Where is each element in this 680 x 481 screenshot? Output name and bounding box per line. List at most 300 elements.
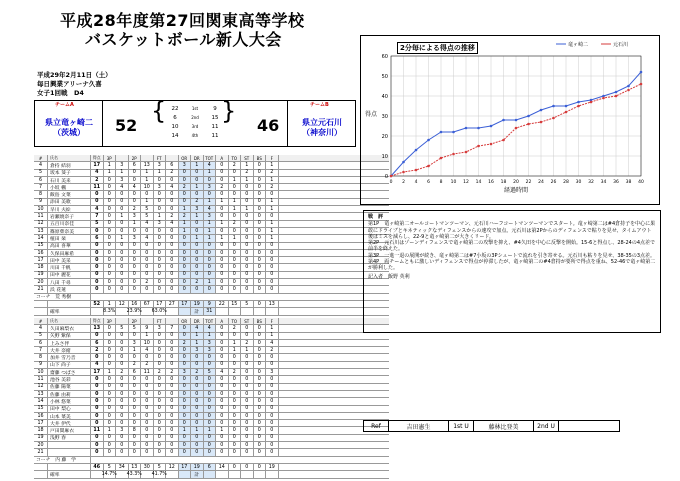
data-point xyxy=(477,127,480,130)
stat-cell: 0 xyxy=(229,464,242,470)
ref-label: Ref xyxy=(364,421,389,431)
stat-cell: 0 xyxy=(191,435,204,441)
stat-cell xyxy=(34,471,48,477)
stat-cell: 0 xyxy=(116,264,129,270)
stat-cell: 0 xyxy=(254,184,267,190)
review-author: 記入者 飯野 英利 xyxy=(368,273,410,280)
stat-cell: 1 xyxy=(204,235,217,241)
stat-cell: 坂本 葵子 xyxy=(48,170,91,176)
stat-cell: 0 xyxy=(129,442,142,448)
stat-cell: 13 xyxy=(91,325,104,331)
stat-cell: 0 xyxy=(254,272,267,278)
stat-cell: 0 xyxy=(266,384,279,390)
player-row xyxy=(34,406,389,413)
stat-cell: 3 xyxy=(204,347,217,353)
stat-cell: 0 xyxy=(204,177,217,183)
stat-cell: 34 xyxy=(116,464,129,470)
stat-cell: 0 xyxy=(116,228,129,234)
x-tick-label: 18 xyxy=(500,180,507,185)
y-axis-label: 得点 xyxy=(364,111,378,118)
stat-cell: 0 xyxy=(179,376,192,382)
stat-cell: 0 xyxy=(229,442,242,448)
stat-cell xyxy=(34,301,48,307)
data-point xyxy=(565,111,568,114)
stat-cell: 0 xyxy=(191,272,204,278)
stat-cell: 0 xyxy=(229,264,242,270)
stat-cell: 浅野 春 xyxy=(48,435,91,441)
stat-cell: 0 xyxy=(191,391,204,397)
stat-cell: 0 xyxy=(141,250,154,256)
stat-cell: 0 xyxy=(154,243,167,249)
stat-cell: 0 xyxy=(229,228,242,234)
game-review xyxy=(363,210,661,333)
stat-cell: 0 xyxy=(141,398,154,404)
stat-cell: 1 xyxy=(116,213,129,219)
stat-cell: 0 xyxy=(116,442,129,448)
stat-cell: 0 xyxy=(91,391,104,397)
stat-cell: 0 xyxy=(254,420,267,426)
stat-cell: 0 xyxy=(216,243,229,249)
stat-cell: 0 xyxy=(104,362,117,368)
stat-cell: 17 xyxy=(179,464,192,470)
stat-cell: 0 xyxy=(104,333,117,339)
x-tick-label: 24 xyxy=(538,180,544,185)
stat-cell: 22 xyxy=(216,301,229,307)
stat-cell: 10 xyxy=(141,340,154,346)
stat-cell: 1 xyxy=(266,325,279,331)
stat-cell: 0 xyxy=(91,191,104,197)
stat-cell: 18 xyxy=(34,264,48,270)
stat-cell: 0 xyxy=(241,235,254,241)
stat-cell: 石川 美来 xyxy=(48,177,91,183)
stat-cell: 0 xyxy=(204,243,217,249)
stat-cell: 0 xyxy=(116,250,129,256)
stat-cell: 0 xyxy=(204,406,217,412)
stat-cell: 0 xyxy=(104,420,117,426)
stat-cell: 0 xyxy=(91,384,104,390)
stat-cell: 1 xyxy=(191,235,204,241)
quarter-score-b: 11 xyxy=(211,124,219,130)
stat-cell: 0 xyxy=(91,279,104,285)
team-a-pref: （茨城） xyxy=(53,128,85,137)
match-venue: 毎日興業アリーナ久喜 xyxy=(37,80,102,88)
u1-label: 1st U xyxy=(449,421,474,431)
quarter-label: 1st xyxy=(191,106,199,111)
team-b-name: 県立元石川 xyxy=(302,118,342,127)
y-tick-label: 40 xyxy=(381,94,388,100)
stat-cell: 4 xyxy=(91,362,104,368)
stat-cell: 0 xyxy=(104,413,117,419)
x-tick-label: 30 xyxy=(575,180,582,185)
stat-cell: FT xyxy=(154,155,167,161)
stat-cell: 0 xyxy=(204,420,217,426)
stat-cell: 0 xyxy=(191,449,204,455)
x-tick-label: 28 xyxy=(563,180,569,185)
stat-cell: 3 xyxy=(129,340,142,346)
stat-cell: 0 xyxy=(91,442,104,448)
u1-name: 藤林比登美 xyxy=(474,421,534,431)
stat-cell: 0 xyxy=(104,184,117,190)
stat-cell: 0 xyxy=(129,272,142,278)
stat-cell: 0 xyxy=(179,435,192,441)
stat-cell: 0 xyxy=(141,191,154,197)
stat-cell: 0 xyxy=(266,435,279,441)
left-brace: { xyxy=(151,97,167,125)
stat-cell: 9 xyxy=(34,199,48,205)
player-row xyxy=(34,264,389,271)
stat-cell: 0 xyxy=(104,177,117,183)
stat-cell: 0 xyxy=(191,413,204,419)
stat-cell: 0 xyxy=(254,347,267,353)
stat-cell: 0 xyxy=(154,340,167,346)
stat-cell: 0 xyxy=(116,362,129,368)
stat-cell: 0 xyxy=(166,340,179,346)
stat-cell: 0 xyxy=(116,257,129,263)
percentage-row xyxy=(34,308,389,315)
stat-cell: 17 xyxy=(154,301,167,307)
x-tick-label: 26 xyxy=(550,180,557,185)
stat-cell: 2 xyxy=(266,184,279,190)
data-point xyxy=(490,125,493,128)
stat-cell: 3 xyxy=(179,369,192,375)
stat-cell: 0 xyxy=(179,199,192,205)
stat-cell: 2 xyxy=(166,213,179,219)
player-row xyxy=(34,354,389,361)
stat-cell: 0 xyxy=(254,442,267,448)
stat-cell: 八田 千尋 xyxy=(48,279,91,285)
x-tick-label: 4 xyxy=(414,180,418,185)
stat-cell: 0 xyxy=(179,264,192,270)
stat-cell: 0 xyxy=(216,257,229,263)
stat-cell: 0 xyxy=(266,279,279,285)
stat-cell: 0 xyxy=(216,162,229,168)
stat-cell: 0 xyxy=(116,199,129,205)
stat-cell: 0 xyxy=(141,420,154,426)
stat-cell: 0 xyxy=(129,420,142,426)
stat-cell: 4 xyxy=(141,221,154,227)
x-tick-label: 12 xyxy=(463,180,469,185)
stat-cell: 1 xyxy=(241,177,254,183)
stat-cell: 17 xyxy=(91,162,104,168)
player-row xyxy=(34,162,389,169)
review-heading: 戦 評 xyxy=(368,214,384,220)
stat-cell: 0 xyxy=(116,221,129,227)
stat-cell: BS xyxy=(254,318,267,324)
stat-cell: 0 xyxy=(129,279,142,285)
quarter-row xyxy=(165,115,225,121)
stat-cell: 0 xyxy=(116,391,129,397)
stat-cell: 0 xyxy=(179,235,192,241)
stat-cell: 0 xyxy=(166,257,179,263)
stat-cell: 1 xyxy=(241,162,254,168)
stat-cell: 0 xyxy=(154,235,167,241)
stat-cell: 0 xyxy=(254,406,267,412)
stat-cell: 5 xyxy=(34,170,48,176)
stat-cell: 1 xyxy=(216,235,229,241)
stat-cell: 0 xyxy=(204,398,217,404)
stat-cell: 0 xyxy=(104,264,117,270)
quarter-row xyxy=(165,106,225,112)
stat-cell: 0 xyxy=(241,199,254,205)
stat-cell: 3P xyxy=(104,318,117,324)
stat-cell: 池谷 美彩 xyxy=(48,376,91,382)
stat-cell: 0 xyxy=(179,177,192,183)
stat-cell: 4 xyxy=(216,369,229,375)
stat-cell xyxy=(179,471,192,477)
stat-cell: 0 xyxy=(166,286,179,292)
stat-cell: 1 xyxy=(141,333,154,339)
stat-cell: 2 xyxy=(191,279,204,285)
stat-cell: 1 xyxy=(141,199,154,205)
data-point xyxy=(640,71,643,74)
stat-cell xyxy=(166,471,179,477)
stat-cell: 0 xyxy=(166,206,179,212)
data-point xyxy=(552,117,555,120)
player-row xyxy=(34,333,389,340)
stat-cell: 0 xyxy=(216,435,229,441)
stat-cell: 5 xyxy=(129,325,142,331)
stat-cell: 0 xyxy=(229,398,242,404)
stat-cell: 2 xyxy=(141,279,154,285)
stat-cell: # xyxy=(34,318,48,324)
data-point xyxy=(427,165,430,168)
stat-cell: 0 xyxy=(154,286,167,292)
stat-cell: 0 xyxy=(166,406,179,412)
data-point xyxy=(627,85,630,88)
stat-cell: 0 xyxy=(179,449,192,455)
stat-cell: 0 xyxy=(91,449,104,455)
stat-cell: 2 xyxy=(229,325,242,331)
stat-cell: 1 xyxy=(179,228,192,234)
stat-cell: 0 xyxy=(104,279,117,285)
stat-cell: 4 xyxy=(204,162,217,168)
stat-cell: 12 xyxy=(166,464,179,470)
stat-cell: 0 xyxy=(229,170,242,176)
stat-cell: 2 xyxy=(266,170,279,176)
stat-cell: 0 xyxy=(241,384,254,390)
stat-cell: 20 xyxy=(34,279,48,285)
stat-cell: 1 xyxy=(129,347,142,353)
stat-cell: 0 xyxy=(104,213,117,219)
stat-cell: 0 xyxy=(254,191,267,197)
player-row xyxy=(34,184,389,191)
stat-cell: 0 xyxy=(179,442,192,448)
team-a-name: 県立竜ヶ崎二 xyxy=(45,118,93,127)
stat-cell xyxy=(266,308,279,314)
stat-cell: 6 xyxy=(34,340,48,346)
stat-cell: 0 xyxy=(204,391,217,397)
stat-cell xyxy=(179,308,192,314)
stat-cell: 0 xyxy=(179,325,192,331)
stat-cell: 0 xyxy=(216,250,229,256)
stat-cell: 0 xyxy=(241,228,254,234)
stat-cell: 0 xyxy=(141,264,154,270)
stat-cell: 0 xyxy=(91,243,104,249)
stat-cell: 0 xyxy=(266,257,279,263)
data-point xyxy=(402,161,405,164)
stat-cell: 0 xyxy=(179,398,192,404)
stat-cell: 63.0% xyxy=(151,308,167,314)
stat-cell: 0 xyxy=(216,376,229,382)
stat-cell: 0 xyxy=(204,257,217,263)
total-row xyxy=(34,464,389,471)
stat-cell: 1 xyxy=(229,347,242,353)
stat-cell: 0 xyxy=(179,347,192,353)
stat-cell: F xyxy=(266,318,279,324)
stat-cell: 1 xyxy=(191,427,204,433)
stat-cell: 0 xyxy=(166,435,179,441)
stat-cell: 岩瀬琥奈子 xyxy=(48,213,91,219)
stat-cell: 0 xyxy=(104,243,117,249)
stat-cell: 0 xyxy=(229,191,242,197)
stat-cell: 0 xyxy=(166,347,179,353)
stat-cell xyxy=(166,155,179,161)
player-row xyxy=(34,243,389,250)
stat-cell: 0 xyxy=(104,354,117,360)
stat-cell: 1 xyxy=(266,206,279,212)
stat-cell: 0 xyxy=(129,243,142,249)
stat-cell: 0 xyxy=(129,264,142,270)
stat-cell xyxy=(34,464,48,470)
stat-cell: 0 xyxy=(204,435,217,441)
stat-cell: 19 xyxy=(191,301,204,307)
stat-cell: 30 xyxy=(141,464,154,470)
stat-cell: 0 xyxy=(229,362,242,368)
stat-cell xyxy=(254,471,267,477)
stat-cell: 0 xyxy=(104,406,117,412)
stat-cell: 倉持 結羽 xyxy=(48,162,91,168)
stat-cell: 0 xyxy=(216,228,229,234)
review-paragraph: 第2P 元石川はゾーンディフェンスで竜ヶ崎第二の攻撃を抑え、#4久田を中心に反撃を開始。15-6と得点し、28-24の4点差で前半を終えた。 xyxy=(368,240,656,253)
stat-cell: 5 xyxy=(141,213,154,219)
stat-cell: 2 xyxy=(229,221,242,227)
stat-cell: 2 xyxy=(229,369,242,375)
stat-cell: 1 xyxy=(216,427,229,433)
stat-cell: 0 xyxy=(179,391,192,397)
stat-cell: 1 xyxy=(104,170,117,176)
stat-cell: 3 xyxy=(154,162,167,168)
stat-cell: 0 xyxy=(141,376,154,382)
stat-cell: 0 xyxy=(104,272,117,278)
player-row xyxy=(34,413,389,420)
stat-cell: 8 xyxy=(34,354,48,360)
stat-cell xyxy=(216,471,229,477)
stat-cell: 0 xyxy=(166,228,179,234)
stat-cell: 0 xyxy=(166,391,179,397)
stat-cell: 2 xyxy=(116,369,129,375)
stat-cell: 0 xyxy=(166,354,179,360)
stat-cell: 0 xyxy=(191,354,204,360)
stat-cell: 0 xyxy=(116,406,129,412)
stat-cell: 0 xyxy=(91,228,104,234)
stat-cell: 0 xyxy=(266,406,279,412)
stat-cell: 0 xyxy=(166,235,179,241)
stat-cell: 3 xyxy=(154,221,167,227)
stat-cell: 0 xyxy=(229,376,242,382)
stat-cell: 0 xyxy=(241,213,254,219)
stat-cell: 0 xyxy=(216,213,229,219)
stat-cell: 0 xyxy=(154,376,167,382)
stat-cell: 0 xyxy=(229,420,242,426)
stat-cell: 9 xyxy=(204,301,217,307)
data-point xyxy=(465,151,468,154)
stat-cell: 1 xyxy=(266,162,279,168)
stat-cell: 0 xyxy=(241,362,254,368)
stat-cell: 0 xyxy=(129,376,142,382)
player-row xyxy=(34,362,389,369)
data-point xyxy=(502,139,505,142)
stat-cell: 0 xyxy=(179,384,192,390)
stat-cell: 8 xyxy=(129,427,142,433)
stat-cell: 8.3% xyxy=(103,308,116,314)
stat-cell: 0 xyxy=(241,325,254,331)
stat-cell: 0 xyxy=(91,354,104,360)
stat-cell: 0 xyxy=(91,286,104,292)
stat-cell xyxy=(229,471,242,477)
stat-cell: 齋藤 つばさ xyxy=(48,369,91,375)
stat-cell: 1 xyxy=(179,221,192,227)
stat-cell: 5 xyxy=(104,464,117,470)
stat-cell: 0 xyxy=(254,235,267,241)
quarter-label: 3rd xyxy=(191,124,199,129)
stat-cell: 0 xyxy=(254,177,267,183)
referee-bar xyxy=(363,420,620,432)
stat-cell: 0 xyxy=(254,243,267,249)
stat-cell: 0 xyxy=(104,449,117,455)
stat-cell: 0 xyxy=(141,272,154,278)
stat-cell: 1 xyxy=(204,228,217,234)
team-a-stats-table xyxy=(34,155,389,316)
stat-cell: 1 xyxy=(266,177,279,183)
stat-cell: 山本 菜美 xyxy=(48,413,91,419)
stat-cell: 0 xyxy=(116,435,129,441)
stat-cell: 0 xyxy=(141,435,154,441)
stat-cell: 0 xyxy=(229,435,242,441)
stat-cell: 0 xyxy=(166,384,179,390)
stat-cell: 7 xyxy=(166,325,179,331)
data-point xyxy=(502,119,505,122)
stat-cell: 5 xyxy=(34,333,48,339)
percentage-row xyxy=(34,471,389,478)
data-point xyxy=(615,91,618,94)
stat-cell: 1 xyxy=(204,221,217,227)
stat-cell: 0 xyxy=(141,243,154,249)
stat-cell: 0 xyxy=(141,406,154,412)
stat-cell: 0 xyxy=(191,376,204,382)
stat-cell: 0 xyxy=(229,257,242,263)
data-point xyxy=(640,83,643,86)
stat-cell: 0 xyxy=(266,243,279,249)
review-paragraph: 第3P 一進一退の展開が続き、竜ヶ崎第二は#7小坂の3Pシュートで流れを引き寄せる。元石川も粘りを見せ、38-35の3点差。 xyxy=(368,252,656,259)
stat-cell: 4 xyxy=(204,206,217,212)
stat-cell: 15 xyxy=(229,301,242,307)
stat-cell: 0 xyxy=(154,264,167,270)
stat-cell: 0 xyxy=(204,362,217,368)
stat-cell: 1 xyxy=(229,177,242,183)
stat-cell: 0 xyxy=(241,333,254,339)
data-point xyxy=(515,127,518,130)
x-tick-label: 10 xyxy=(450,180,457,185)
quarter-label: 2nd xyxy=(191,115,199,120)
player-row xyxy=(34,177,389,184)
data-point xyxy=(552,105,555,108)
stat-cell: 11 xyxy=(141,369,154,375)
data-point xyxy=(390,175,393,178)
stat-cell: 0 xyxy=(154,435,167,441)
legend-label: 元石川 xyxy=(613,42,629,48)
stat-cell: 0 xyxy=(154,347,167,353)
stat-cell: 確率 xyxy=(48,308,91,314)
